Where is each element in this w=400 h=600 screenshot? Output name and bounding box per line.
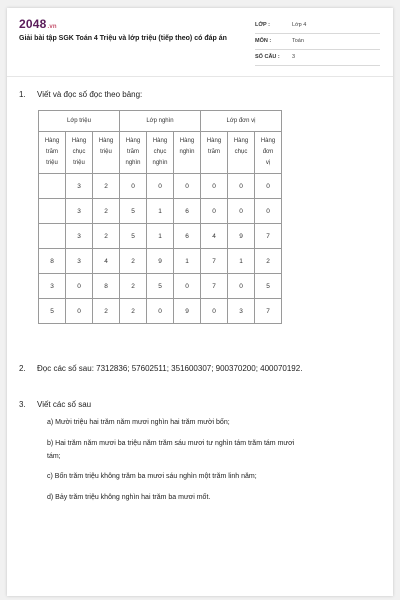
table-cell: 0: [147, 299, 174, 324]
question-3-item-a: a) Mười triệu hai trăm năm mươi nghìn hai trăm mười bốn;: [47, 419, 230, 426]
table-cell: 0: [120, 174, 147, 199]
table-cell: 0: [255, 199, 282, 224]
table-cell: 8: [39, 249, 66, 274]
table-cell: 3: [66, 199, 93, 224]
table-class-row: [39, 111, 282, 132]
table-cell: 3: [66, 224, 93, 249]
meta-label: MÔN :: [255, 38, 272, 44]
column-header: Hàng trăm nghìn: [120, 132, 147, 174]
table-cell: 3: [39, 274, 66, 299]
column-header: Hàng trăm triệu: [39, 132, 66, 174]
column-header: Hàng nghìn: [174, 132, 201, 174]
table-cell: 0: [174, 274, 201, 299]
table-cell: 1: [147, 224, 174, 249]
class-header-thousands: Lớp nghìn: [120, 111, 201, 132]
table-cell: 2: [255, 249, 282, 274]
table-row: [39, 224, 282, 249]
table-cell: 5: [120, 224, 147, 249]
meta-label: LỚP :: [255, 22, 270, 28]
question-3-item-b: b) Hai trăm năm mươi ba triệu năm trăm sáu mươi tư nghìn tám trăm tám mươi: [47, 440, 295, 447]
table-cell: 5: [147, 274, 174, 299]
question-number: 2.: [19, 364, 26, 373]
table-row: [39, 249, 282, 274]
question-3-item-c: c) Bốn trăm triệu không trăm ba mươi sáu nghìn một trăm linh năm;: [47, 473, 257, 480]
table-cell: 7: [201, 249, 228, 274]
table-cell: 0: [228, 274, 255, 299]
table-cell: 2: [93, 174, 120, 199]
question-3-item-b-continued: tám;: [47, 453, 61, 460]
table-cell: 2: [93, 299, 120, 324]
table-cell: [39, 199, 66, 224]
column-header: Hàng chục nghìn: [147, 132, 174, 174]
table-header-row: [39, 132, 282, 174]
table-cell: 2: [120, 249, 147, 274]
table-cell: 5: [39, 299, 66, 324]
column-header: Hàng chục: [228, 132, 255, 174]
meta-class-row: [255, 19, 380, 34]
table-cell: 0: [201, 199, 228, 224]
table-cell: 4: [201, 224, 228, 249]
table-cell: 6: [174, 224, 201, 249]
meta-value: 3: [292, 54, 296, 60]
table-cell: 8: [93, 274, 120, 299]
table-cell: 5: [255, 274, 282, 299]
table-cell: 1: [228, 249, 255, 274]
table-row: [39, 299, 282, 324]
question-number: 3.: [19, 400, 26, 409]
table-cell: 5: [120, 199, 147, 224]
class-header-millions: Lớp triệu: [39, 111, 120, 132]
table-cell: 7: [255, 299, 282, 324]
page-header: [7, 8, 393, 70]
document-page: [7, 8, 393, 596]
document-meta: [255, 19, 380, 67]
meta-subject-row: [255, 35, 380, 50]
table-row: [39, 199, 282, 224]
site-logo[interactable]: [19, 17, 57, 31]
meta-question-count-row: [255, 51, 380, 66]
class-header-units: Lớp đơn vị: [201, 111, 282, 132]
table-cell: 0: [228, 199, 255, 224]
table-cell: [39, 174, 66, 199]
table-cell: 2: [120, 274, 147, 299]
table-cell: 0: [255, 174, 282, 199]
table-cell: 4: [93, 249, 120, 274]
table-cell: [39, 224, 66, 249]
column-header: Hàng đơn vị: [255, 132, 282, 174]
table-cell: 7: [201, 274, 228, 299]
column-header: Hàng trăm: [201, 132, 228, 174]
table-cell: 7: [255, 224, 282, 249]
table-cell: 2: [93, 224, 120, 249]
meta-value: Toán: [292, 38, 304, 44]
table-cell: 9: [174, 299, 201, 324]
column-header: Hàng triệu: [93, 132, 120, 174]
table-cell: 0: [66, 274, 93, 299]
table-cell: 0: [174, 174, 201, 199]
question-text: Viết và đọc số đọc theo bảng:: [37, 90, 143, 99]
table-cell: 6: [174, 199, 201, 224]
table-cell: 1: [174, 249, 201, 274]
logo-number: 2048: [19, 17, 47, 31]
table-cell: 9: [147, 249, 174, 274]
table-cell: 3: [228, 299, 255, 324]
place-value-table: [38, 110, 282, 324]
table-cell: 0: [201, 174, 228, 199]
table-row: [39, 274, 282, 299]
table-cell: 2: [120, 299, 147, 324]
table-cell: 3: [66, 249, 93, 274]
table-cell: 3: [66, 174, 93, 199]
column-header: Hàng chục triệu: [66, 132, 93, 174]
table-cell: 0: [201, 299, 228, 324]
table-cell: 1: [147, 199, 174, 224]
question-3-item-d: d) Bảy trăm triệu không nghìn hai trăm ba mươi mốt.: [47, 494, 211, 501]
logo-domain: .vn: [47, 24, 57, 30]
meta-value: Lớp 4: [292, 22, 307, 28]
table-cell: 0: [147, 174, 174, 199]
table-cell: 9: [228, 224, 255, 249]
table-cell: 2: [93, 199, 120, 224]
table-cell: 0: [228, 174, 255, 199]
table-row: [39, 174, 282, 199]
table-cell: 0: [66, 299, 93, 324]
question-text: Viết các số sau: [37, 400, 92, 409]
header-divider: [7, 76, 393, 77]
document-title: Giải bài tập SGK Toán 4 Triệu và lớp triệu (tiếp theo) có đáp án: [19, 35, 227, 42]
question-text: Đọc các số sau: 7312836; 57602511; 351600307; 900370200; 400070192.: [37, 364, 303, 373]
meta-label: SỐ CÂU :: [255, 54, 280, 60]
question-number: 1.: [19, 90, 26, 99]
